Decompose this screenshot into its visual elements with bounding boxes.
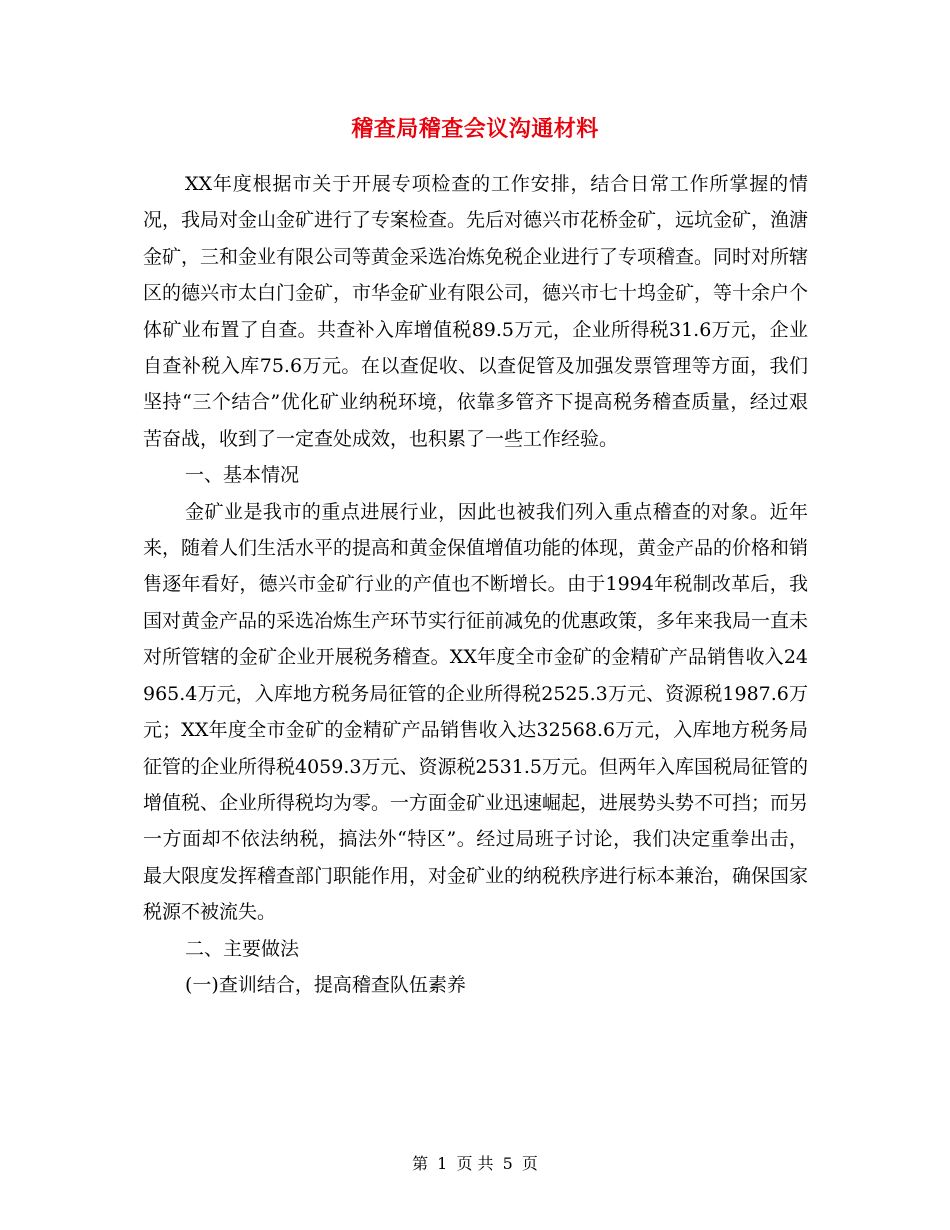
section-heading-main-methods: 二、主要做法 <box>185 937 300 960</box>
document-title: 稽查局稽查会议沟通材料 <box>351 116 599 142</box>
section-heading-basic-situation: 一、基本情况 <box>185 464 300 487</box>
page-footer <box>0 1152 950 1176</box>
footer-middle: 页 共 <box>456 1154 494 1173</box>
paragraph-intro: XX年度根据市关于开展专项检查的工作安排，结合日常工作所掌握的情况，我局对金山金矿进行了专案检查。先后对德兴市花桥金矿，远坑金矿，渔溏金矿，三和金业有限公司等黄金采选冶炼免税企业进行了专项稽查。同时对所辖区的德兴市太白门金矿，市华金矿业有限公司，德兴市七十坞金矿，等十余户个体矿业布置了自查。共查补入库增值税89.5万元，企业所得税31.6万元，企业自查补税入库75.6万元。在以查促收、以查促管及加强发票管理等方面，我们坚持“三个结合”优化矿业纳税环境，依靠多管齐下提高税务稽查质量，经过艰苦奋战，收到了一定查处成效，也积累了一些工作经验。 <box>143 173 809 450</box>
footer-total-pages: 5 <box>502 1154 513 1173</box>
footer-page-number: 1 <box>437 1154 448 1173</box>
document-body <box>143 166 808 1003</box>
subsection-heading-1: (一)查训结合，提高稽查队伍素养 <box>185 973 466 996</box>
paragraph-basic-situation: 金矿业是我市的重点进展行业，因此也被我们列入重点稽查的对象。近年来，随着人们生活水平的提高和黄金保值增值功能的体现，黄金产品的价格和销售逐年看好，德兴市金矿行业的产值也不断增长。由于1994年税制改革后，我国对黄金产品的采选冶炼生产环节实行征前减免的优惠政策，多年来我局一直未对所管辖的金矿企业开展税务稽查。XX年度全市金矿的金精矿产品销售收入24965.4万元，入库地方税务局征管的企业所得税2525.3万元、资源税1987.6万元；XX年度全市金矿的金精矿产品销售收入达32568.6万元，入库地方税务局征管的企业所得税4059.3万元、资源税2531.5万元。但两年入库国税局征管的增值税、企业所得税均为零。一方面金矿业迅速崛起，进展势头势不可挡；而另一方面却不依法纳税，搞法外“特区”。经过局班子讨论，我们决定重拳出击，最大限度发挥稽查部门职能作用，对金矿业的纳税秩序进行标本兼治，确保国家税源不被流失。 <box>143 500 809 924</box>
footer-prefix: 第 <box>412 1154 429 1173</box>
footer-suffix: 页 <box>521 1154 538 1173</box>
